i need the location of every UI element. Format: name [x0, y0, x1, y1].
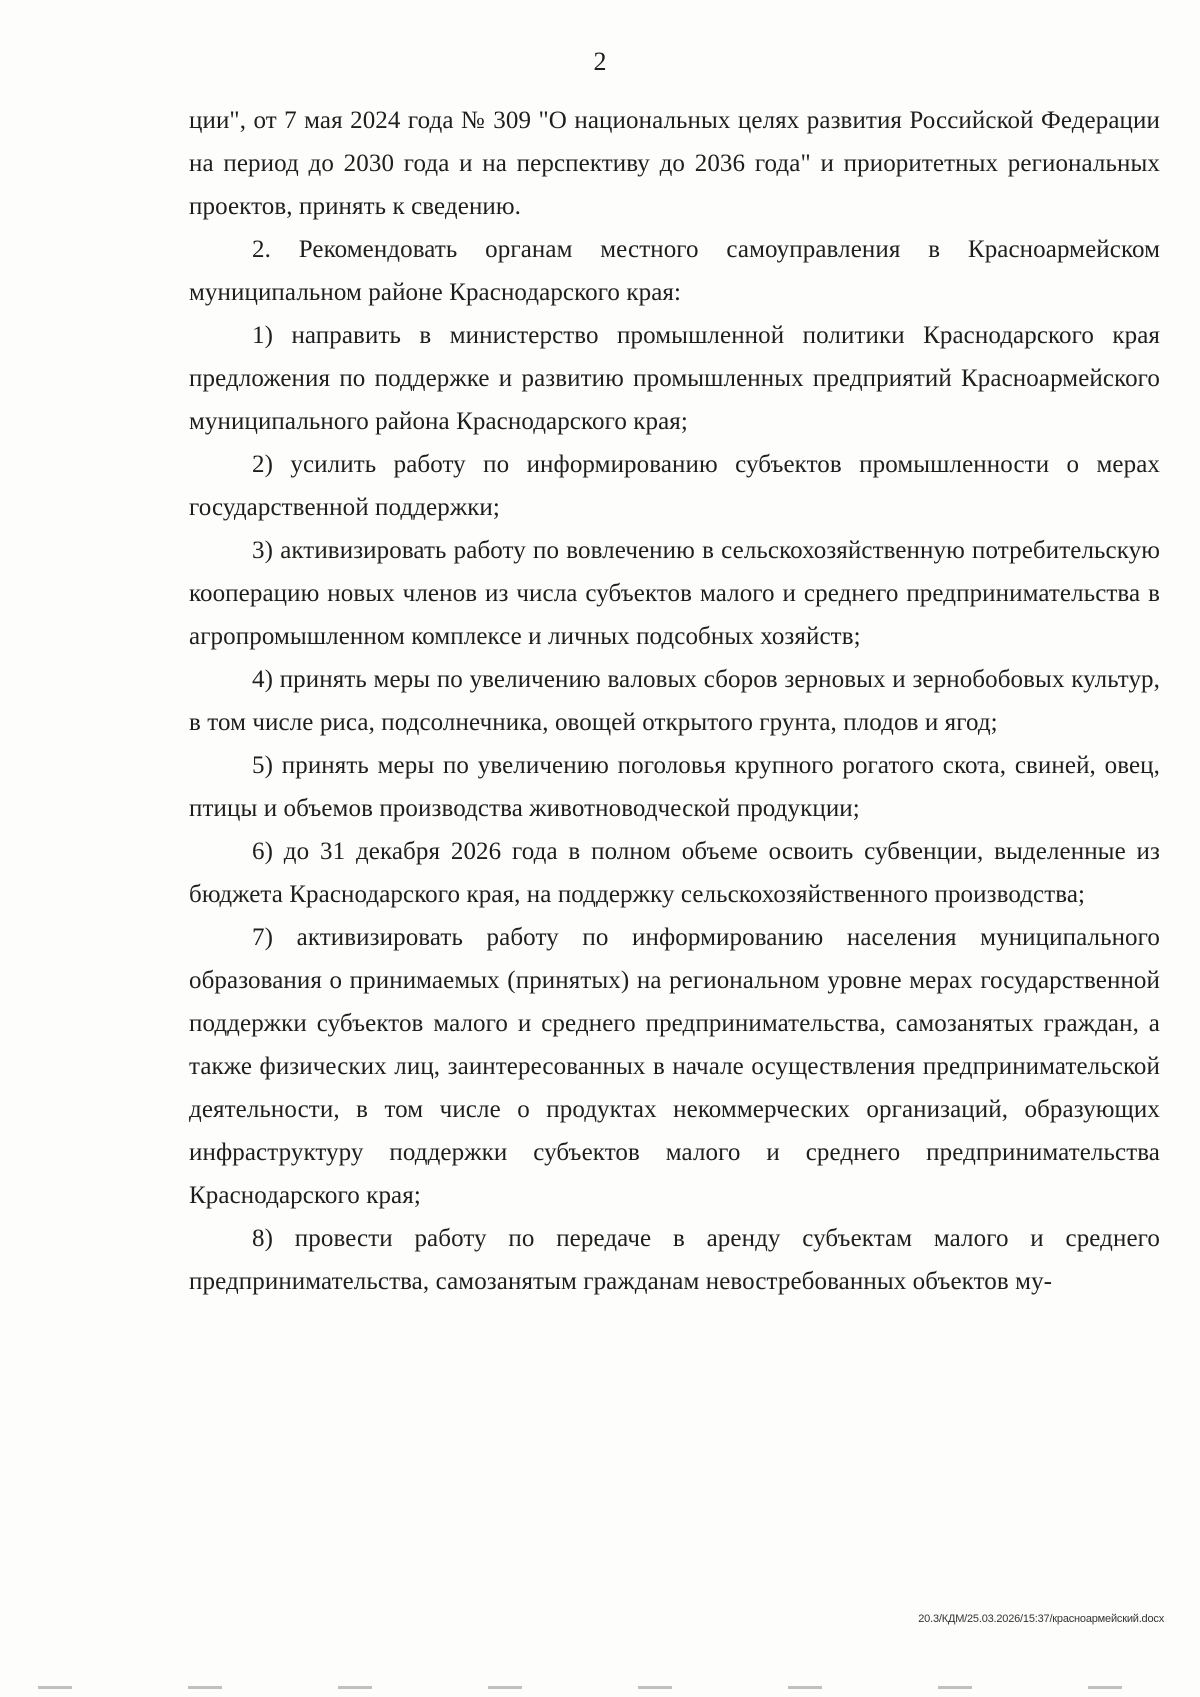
page-number: 2 [593, 47, 607, 76]
paragraph-subitem-2: 2) усилить работу по информированию субъектов промышленности о мерах государственной поддержки; [189, 451, 1160, 521]
paragraph-subitem-7: 7) активизировать работу по информированию населения муниципального образования о принимаемых (принятых) на региональном уровне мерах государственной поддержки субъектов малого и среднего предпринимательства, самозанятых граждан, а также физических лиц, заинтересованных в начале осуществления предпринимательской деятельности, в том числе о продуктах некоммерческих организаций, образующих инфраструктуру поддержки субъектов малого и среднего предпринимательства Краснодарского края; [189, 924, 1160, 1209]
paragraph-subitem-3: 3) активизировать работу по вовлечению в сельскохозяйственную потребительскую кооперацию новых членов из числа субъектов малого и среднего предпринимательства в агропромышленном комплексе и личных подсобных хозяйств; [189, 537, 1160, 650]
paragraph-continuation: ции", от 7 мая 2024 года № 309 "О национальных целях развития Российской Федерации на период до 2030 года и на перспективу до 2036 года" и приоритетных региональных проектов, принять к сведению. [189, 107, 1160, 220]
paragraph-subitem-4: 4) принять меры по увеличению валовых сборов зерновых и зернобобовых культур, в том числе риса, подсолнечника, овощей открытого грунта, плодов и ягод; [189, 666, 1160, 736]
paragraph-subitem-6: 6) до 31 декабря 2026 года в полном объеме освоить субвенции, выделенные из бюджета Краснодарского края, на поддержку сельскохозяйственного производства; [189, 838, 1160, 908]
paragraph-subitem-5: 5) принять меры по увеличению поголовья крупного рогатого скота, свиней, овец, птицы и объемов производства животноводческой продукции; [189, 752, 1160, 822]
paragraph-subitem-8: 8) провести работу по передаче в аренду субъектам малого и среднего предпринимательства, самозанятым гражданам невостребованных объектов му- [189, 1225, 1160, 1295]
paragraph-item-2: 2. Рекомендовать органам местного самоуправления в Красноармейском муниципальном районе Краснодарского края: [189, 236, 1160, 306]
footer-file-reference: 20.3/КДМ/25.03.2026/15:37/красноармейский.docx [918, 1613, 1164, 1625]
scan-edge-artifact [0, 1686, 1200, 1689]
document-body [189, 99, 1160, 1303]
paragraph-subitem-1: 1) направить в министерство промышленной политики Краснодарского края предложения по поддержке и развитию промышленных предприятий Красноармейского муниципального района Краснодарского края; [189, 322, 1160, 435]
